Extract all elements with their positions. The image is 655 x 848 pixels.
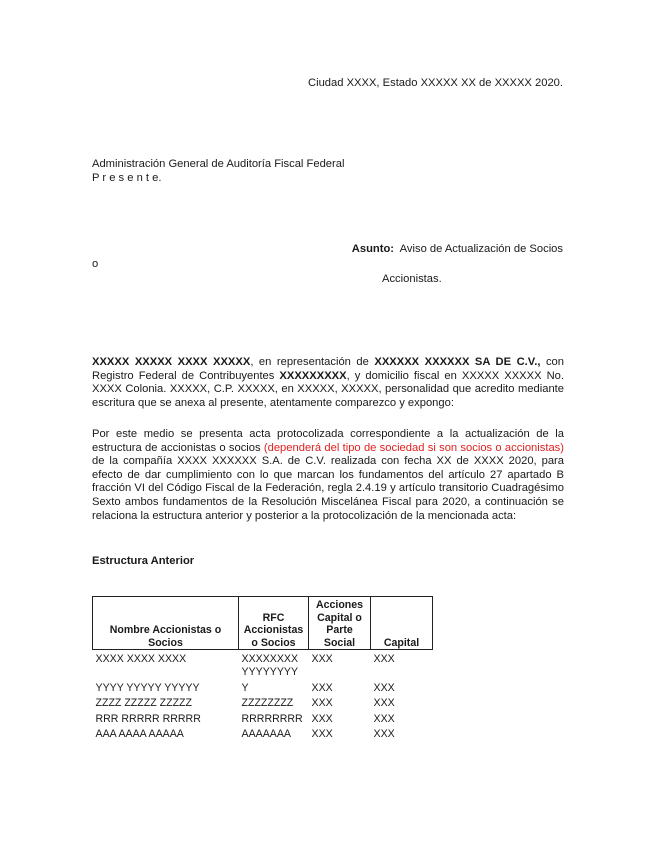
cell-rfc: Y [241, 681, 249, 694]
subject-continuation: Accionistas. [382, 273, 442, 285]
recipient-presente: P r e s e n t e. [92, 171, 162, 184]
cell-capital: XXX [373, 712, 395, 725]
cell-capital: XXX [373, 681, 395, 694]
society-type-note: (dependerá del tipo de sociedad si son socios o accionistas) [263, 441, 564, 454]
header-capital: Capital [371, 597, 433, 650]
table-row [93, 694, 433, 710]
paragraph-representation [92, 356, 564, 410]
cell-rfc: ZZZZZZZZ [241, 697, 294, 710]
header-shares: Acciones Capital o Parte Social [309, 597, 371, 650]
paragraph2-text-a: Por este medio se presenta acta protocolizada correspondiente a la actualización de la estructura de accionistas o socios [92, 428, 564, 454]
company-name: XXXXXX XXXXXX SA DE C.V., [374, 356, 541, 368]
paragraph1-text-b: con Registro Federal de Contribuyentes [92, 356, 565, 382]
cell-rfc: AAAAAAA [241, 728, 291, 741]
paragraph1-text-c: , y domicilio fiscal en XXXXX XXXXX No. XXXX Colonia. XXXXX, C.P. XXXXX, en XXXXX, XXXXX, personalidad que acredito mediante escritura que se anexa al presente, atentamente comparezco y expongo: [92, 369, 564, 409]
cell-rfc: RRRRRRRR [241, 712, 303, 725]
table-header-row [93, 597, 433, 650]
cell-capital: XXX [373, 728, 395, 741]
recipient-block [92, 158, 344, 185]
cell-name: RRR RRRRR RRRRR [95, 712, 201, 725]
cell-shares: XXX [311, 681, 333, 694]
cell-shares: XXX [311, 653, 333, 666]
recipient-name: Administración General de Auditoría Fiscal Federal [92, 158, 345, 170]
cell-shares: XXX [311, 712, 333, 725]
cell-name: YYYY YYYYY YYYYY [95, 681, 200, 694]
cell-rfc: XXXXXXXX YYYYYYYY [241, 653, 299, 678]
cell-name: AAA AAAA AAAAA [95, 728, 184, 741]
subject-text: Aviso de Actualización de Socios [399, 243, 563, 255]
table-row [93, 679, 433, 695]
rfc-value: XXXXXXXXX [279, 369, 347, 382]
cell-capital: XXX [373, 697, 395, 710]
date-line: Ciudad XXXX, Estado XXXXX XX de XXXXX 2020. [308, 77, 563, 89]
table-row [93, 725, 433, 741]
subject-label: Asunto: [351, 243, 395, 255]
cell-shares: XXX [311, 697, 333, 710]
paragraph1-text-a: , en representación de [250, 356, 375, 368]
subject-line [352, 243, 563, 257]
paragraph2-text-b: de la compañía XXXX XXXXXX S.A. de C.V. realizada con fecha XX de XXXX 2020, para efecto de dar cumplimiento con lo que marcan los fundamentos del artículo 27 apartado B fracción VI del Código Fiscal de la Federación, regla 2.4.19 y artículo transitorio Cuadragésimo Sexto ambos fundamentos de la Resolución Miscelánea Fiscal para 2020, a continuación se relaciona la estructura anterior y posterior a la protocolización de la mencionada acta: [92, 455, 564, 522]
representative-name: XXXXX XXXXX XXXX XXXXX [92, 356, 251, 368]
table-row [93, 650, 433, 679]
header-rfc: RFC Accionistas o Socios [239, 597, 309, 650]
cell-shares: XXX [311, 728, 333, 741]
shareholder-table [92, 596, 433, 741]
subject-connector: o [92, 258, 99, 270]
cell-capital: XXX [373, 653, 395, 666]
cell-name: XXXX XXXX XXXX [95, 653, 187, 666]
header-shareholder-name: Nombre Accionistas o Socios [93, 597, 239, 650]
section-title-previous-structure: Estructura Anterior [92, 555, 195, 567]
paragraph-presentation [92, 428, 564, 523]
cell-name: ZZZZ ZZZZZ ZZZZZ [95, 697, 192, 710]
table-row [93, 710, 433, 726]
